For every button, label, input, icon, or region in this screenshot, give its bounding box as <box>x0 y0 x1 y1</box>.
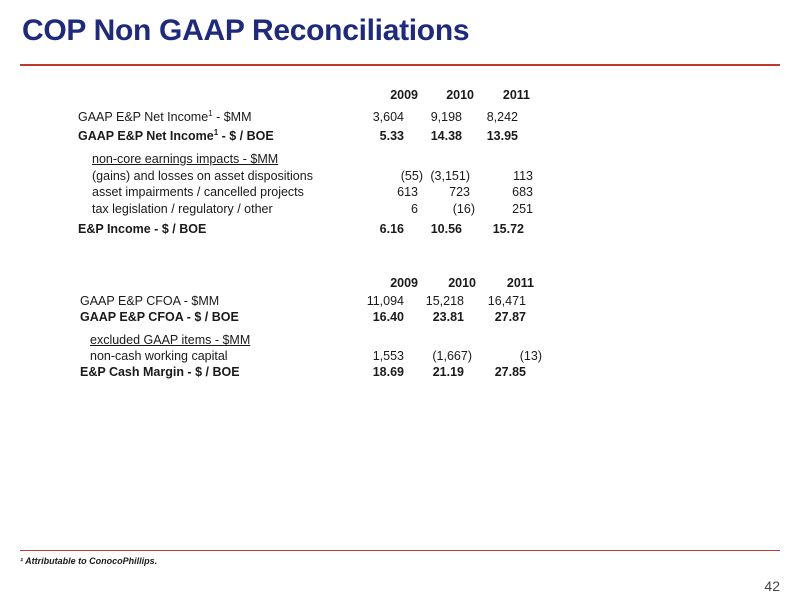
working-capital-label: non-cash working capital <box>90 349 228 363</box>
value: 13.95 <box>486 129 518 143</box>
excluded-heading: excluded GAAP items - $MM <box>90 333 251 347</box>
value: 723 <box>449 185 470 199</box>
net-income-mm-label: GAAP E&P Net Income$^1$ - $MM <box>78 108 252 124</box>
value: 15.72 <box>492 222 524 236</box>
value: 16,471 <box>487 294 526 308</box>
value: (1,667) <box>432 349 472 363</box>
year-2010: 2010 <box>448 276 476 290</box>
cfoa-boe-label: GAAP E&P CFOA - $ / BOE <box>80 310 239 324</box>
value: 683 <box>512 185 533 199</box>
value: 16.40 <box>372 310 404 324</box>
value: 113 <box>513 169 533 183</box>
value: (16) <box>452 202 475 216</box>
year-2009: 2009 <box>390 276 418 290</box>
page-number: 42 <box>764 578 780 594</box>
value: 18.69 <box>372 365 404 379</box>
value: 8,242 <box>486 110 518 124</box>
value: (55) <box>400 169 423 183</box>
value: 251 <box>512 202 533 216</box>
value: 9,198 <box>430 110 462 124</box>
cash-margin-label: E&P Cash Margin - $ / BOE <box>80 365 240 379</box>
value: 21.19 <box>432 365 464 379</box>
value: 3,604 <box>372 110 404 124</box>
bottom-divider <box>20 550 780 551</box>
footnote: ¹ Attributable to ConocoPhillips. <box>20 556 158 566</box>
impairments-label: asset impairments / cancelled projects <box>92 185 304 199</box>
value: 15,218 <box>425 294 464 308</box>
value: 27.85 <box>494 365 526 379</box>
value: 1,553 <box>372 349 404 363</box>
cfoa-mm-label: GAAP E&P CFOA - $MM <box>80 294 220 308</box>
year-2011: 2011 <box>506 276 534 290</box>
value: (3,151) <box>430 169 470 183</box>
net-income-boe-label: GAAP E&P Net Income$^1$ - $ / BOE <box>78 127 274 143</box>
value: (13) <box>519 349 542 363</box>
value: 6 <box>411 202 418 216</box>
value: 23.81 <box>432 310 464 324</box>
noncore-heading: non-core earnings impacts - $MM <box>92 152 279 166</box>
tax-label: tax legislation / regulatory / other <box>92 202 273 216</box>
slide-title: COP Non GAAP Reconciliations <box>22 14 470 47</box>
year-2011: 2011 <box>502 88 530 102</box>
value: 14.38 <box>430 129 462 143</box>
ep-income-label: E&P Income - $ / BOE <box>78 222 207 236</box>
value: 6.16 <box>379 222 404 236</box>
value: 10.56 <box>430 222 462 236</box>
value: 613 <box>397 185 418 199</box>
net-income-table <box>78 88 558 238</box>
gains-label: (gains) and losses on asset dispositions <box>92 169 313 183</box>
value: 27.87 <box>494 310 526 324</box>
cfoa-table <box>80 276 560 386</box>
top-divider <box>20 64 780 66</box>
value: 5.33 <box>379 129 404 143</box>
value: 11,094 <box>366 294 404 308</box>
year-2009: 2009 <box>390 88 418 102</box>
year-2010: 2010 <box>446 88 474 102</box>
